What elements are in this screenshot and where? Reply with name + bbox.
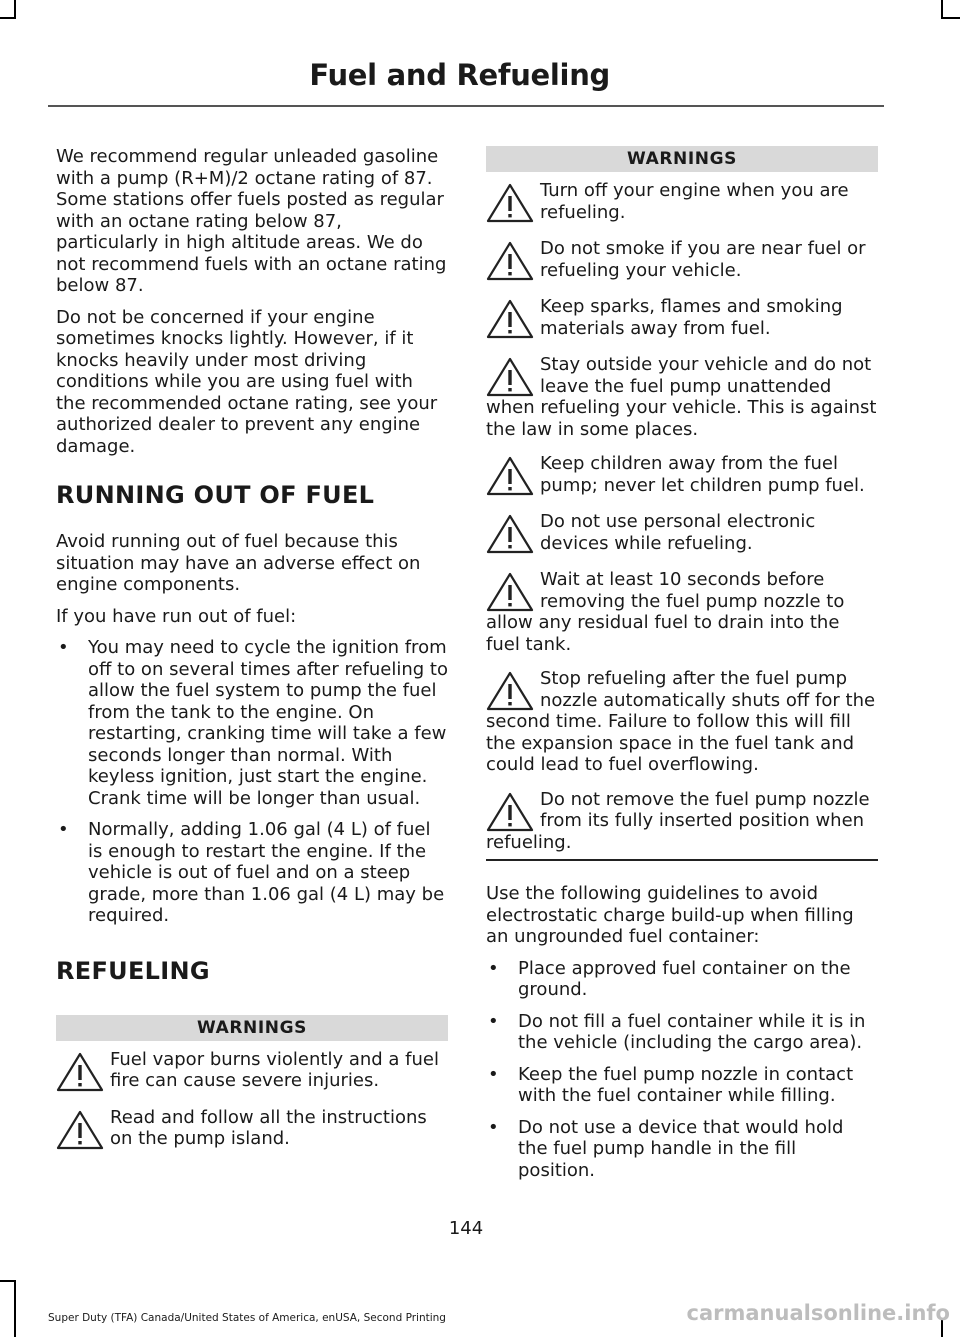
bullet-dot: • [488,1063,499,1085]
warning-triangle-icon [486,299,534,339]
section-heading-refueling: REFUELING [56,956,210,985]
crop-mark [14,0,16,18]
list-item [56,637,448,809]
left-column [56,146,448,1165]
warning-triangle-icon [486,514,534,554]
warning-triangle-icon [56,1052,104,1092]
list-item [486,1011,878,1054]
bullet-dot: • [488,1116,499,1138]
warning-item [486,789,878,854]
warning-item [486,668,878,776]
bullet-dot: • [58,637,69,658]
warnings-header: WARNINGS [486,146,878,172]
list-item [56,819,448,927]
list-item-text: Keep the fuel pump nozzle in contact with the fuel container while filling. [518,1063,854,1106]
list-item-text: Do not use a device that would hold the fuel pump handle in the fill position. [518,1116,844,1181]
right-column [486,146,878,1191]
intro-paragraph: Do not be concerned if your engine sometimes knocks lightly. However, if it knocks heavily under most driving conditions while you are using fuel with the recommended octane rating, see your authorized dealer to prevent any engine damage. [56,306,438,457]
warning-text: Do not use personal electronic devices while refueling. [540,511,816,554]
warning-triangle-icon [486,357,534,397]
warning-triangle-icon [486,456,534,496]
watermark: carmanualsonline.info [686,1301,950,1325]
warnings-end-rule [486,859,878,861]
list-item [486,958,878,1001]
warning-item [486,296,878,341]
warning-triangle-icon [486,183,534,223]
section-heading-running-out: RUNNING OUT OF FUEL [56,481,375,509]
crop-mark [0,17,16,19]
warning-text: Keep sparks, flames and smoking materials away from fuel. [540,296,843,339]
list-item-text: Normally, adding 1.06 gal (4 L) of fuel is enough to restart the engine. If the vehicle is out of fuel and on a steep grade, more than 1.06 gal (4 L) may be required. [88,819,445,926]
warning-item [486,569,878,655]
warning-item [486,180,878,225]
warning-item [486,354,878,440]
list-item-text: Do not fill a fuel container while it is in the vehicle (including the cargo area). [518,1010,866,1053]
warning-text: Do not remove the fuel pump nozzle from its fully inserted position when refueling. [486,788,870,853]
warning-text: Wait at least 10 seconds before removing the fuel pump nozzle to allow any residual fuel to drain into the fuel tank. [486,569,845,655]
guidelines-intro: Use the following guidelines to avoid electrostatic charge build-up when filling an ungrounded fuel container: [486,883,854,947]
warning-item [486,453,878,498]
warning-item [486,511,878,556]
warning-text: Keep children away from the fuel pump; never let children pump fuel. [540,453,865,496]
warning-text: Stay outside your vehicle and do not leave the fuel pump unattended when refueling your vehicle. This is against the law in some places. [486,354,877,440]
crop-mark [941,0,943,18]
header-rule [48,105,884,107]
page-title: Fuel and Refueling [309,58,610,92]
warning-item [486,238,878,283]
publication-footer: Super Duty (TFA) Canada/United States of America, enUSA, Second Printing [48,1312,446,1324]
warning-text: Turn off your engine when you are refueling. [540,180,849,223]
list-item-text: You may need to cycle the ignition from off to on several times after refueling to allow the fuel system to pump the fuel from the tank to the engine. On restarting, cranking time will take a few seconds longer than normal. With keyless ignition, just start the engine. Crank time will be longer than usual. [88,637,448,809]
page-number: 144 [448,1218,484,1239]
bullet-dot: • [58,819,69,840]
warning-item [56,1107,448,1152]
warning-text: Read and follow all the instructions on the pump island. [110,1106,427,1149]
warning-triangle-icon [56,1110,104,1150]
paragraph: Avoid running out of fuel because this situation may have an adverse effect on engine components. [56,531,421,595]
bullet-dot: • [488,1010,499,1032]
crop-mark [941,17,960,19]
crop-mark [0,1280,16,1282]
list-item [486,1064,878,1107]
warning-item [56,1049,448,1094]
warning-text: Stop refueling after the fuel pump nozzle automatically shuts off for the second time. Failure to follow this will fill the expansion space in the fuel tank and could lead to fuel overflowing. [486,668,876,775]
guidelines-list [486,958,878,1182]
warning-triangle-icon [486,792,534,832]
warning-triangle-icon [486,572,534,612]
intro-paragraph: We recommend regular unleaded gasoline with a pump (R+M)/2 octane rating of 87. Some stations offer fuels posted as regular with an octane rating below 87, particularly in high altitude areas. We do not recommend fuels with an octane rating below 87. [56,146,447,296]
warning-triangle-icon [486,671,534,711]
warning-text: Do not smoke if you are near fuel or refueling your vehicle. [540,238,866,281]
warning-text: Fuel vapor burns violently and a fuel fire can cause severe injuries. [110,1048,439,1091]
paragraph: If you have run out of fuel: [56,605,297,627]
warnings-header: WARNINGS [56,1015,448,1041]
bullet-list [56,637,448,927]
list-item-text: Place approved fuel container on the ground. [518,957,851,1000]
list-item [486,1117,878,1182]
warning-triangle-icon [486,241,534,281]
crop-mark [14,1280,16,1337]
bullet-dot: • [488,957,499,979]
